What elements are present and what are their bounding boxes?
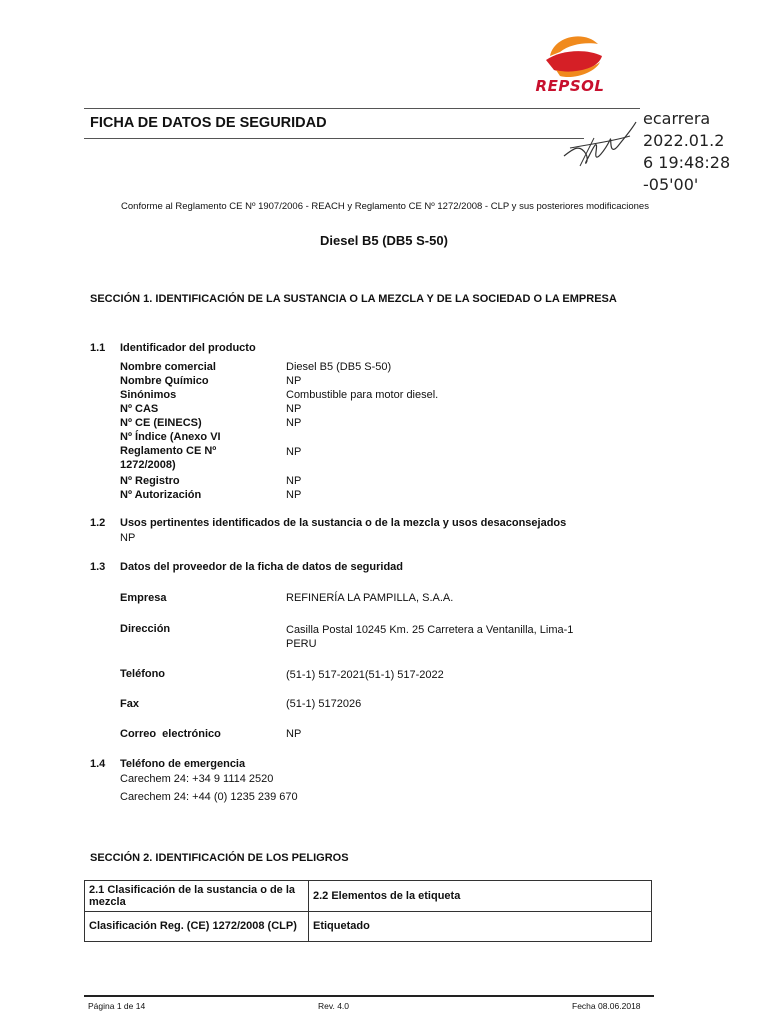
label-telefono: Teléfono [120,668,166,680]
footer-revision: Rev. 4.0 [318,1001,350,1011]
product-title: Diesel B5 (DB5 S-50) [320,233,448,248]
label-fax: Fax [120,698,139,710]
label-direccion: Dirección [120,623,171,635]
subsection-number: 1.1 [90,342,106,354]
table-cell-classification: 2.1 Clasificación de la sustancia o de la mezcla [85,881,309,912]
footer-rule [84,995,654,997]
value-empresa: REFINERÍA LA PAMPILLA, S.A.A. [286,592,454,604]
label-cas: Nº CAS [120,403,159,415]
table-cell-label-elements: 2.2 Elementos de la etiqueta [309,881,652,912]
value-ce-einecs: NP [286,417,302,429]
signature-name: ecarrera [643,109,711,128]
value-telefono: (51-1) 517-2021(51-1) 517-2022 [286,669,444,681]
value-nombre-quimico: NP [286,375,302,387]
value-cas: NP [286,403,302,415]
emergency-phone-1: Carechem 24: +34 9 1114 2520 [120,773,274,785]
table-cell-clp: Clasificación Reg. (CE) 1272/2008 (CLP) [85,911,309,942]
subsection-number: 1.2 [90,517,106,529]
header-bottom-rule [84,138,584,139]
subsection-number: 1.4 [90,758,106,770]
label-correo: Correo electrónico [120,728,221,740]
header-top-rule [84,108,640,109]
table-cell-labelling: Etiquetado [309,911,652,942]
handwritten-signature [560,118,640,178]
value-indice: NP [286,446,302,458]
label-ce-einecs: Nº CE (EINECS) [120,417,202,429]
value-direccion-line2: PERU [286,638,317,650]
document-title: FICHA DE DATOS DE SEGURIDAD [90,115,327,131]
regulation-note: Conforme al Reglamento CE Nº 1907/2006 - REACH y Reglamento CE Nº 1272/2008 - CLP y sus posteriores modificaciones [121,201,649,212]
subsection-title-emergency: Teléfono de emergencia [120,758,246,770]
footer-page: Página 1 de 14 [88,1001,146,1011]
value-fax: (51-1) 5172026 [286,698,362,710]
signature-date: 2022.01.2 [643,131,725,150]
label-registro: Nº Registro [120,475,180,487]
label-nombre-comercial: Nombre comercial [120,361,216,373]
repsol-logo-text: REPSOL [535,77,605,95]
label-empresa: Empresa [120,592,167,604]
label-sinonimos: Sinónimos [120,389,177,401]
value-registro: NP [286,475,302,487]
value-direccion-line1: Casilla Postal 10245 Km. 25 Carretera a Ventanilla, Lima-1 [286,624,574,636]
footer-date: Fecha 08.06.2018 [572,1001,641,1011]
hazard-table [84,880,652,942]
section-2-heading: SECCIÓN 2. IDENTIFICACIÓN DE LOS PELIGROS [90,852,349,864]
subsection-number: 1.3 [90,561,106,573]
value-sinonimos: Combustible para motor diesel. [286,389,439,401]
value-correo: NP [286,728,302,740]
subsection-title-supplier: Datos del proveedor de la ficha de datos de seguridad [120,561,404,573]
value-nombre-comercial: Diesel B5 (DB5 S-50) [286,361,392,373]
value-autorizacion: NP [286,489,302,501]
section-1-heading: SECCIÓN 1. IDENTIFICACIÓN DE LA SUSTANCIA O LA MEZCLA Y DE LA SOCIEDAD O LA EMPRESA [90,293,617,305]
uses-value: NP [120,532,136,544]
signature-offset: -05'00' [643,175,699,194]
subsection-title-uses: Usos pertinentes identificados de la sustancia o de la mezcla y usos desaconsejados [120,517,567,529]
label-autorizacion: Nº Autorización [120,489,202,501]
label-indice: Nº Índice (Anexo VI Reglamento CE Nº 1272/2008) [120,431,221,471]
subsection-title-product-identifier: Identificador del producto [120,342,256,354]
emergency-phone-2: Carechem 24: +44 (0) 1235 239 670 [120,791,298,803]
label-nombre-quimico: Nombre Químico [120,375,209,387]
signature-time: 6 19:48:28 [643,153,731,172]
